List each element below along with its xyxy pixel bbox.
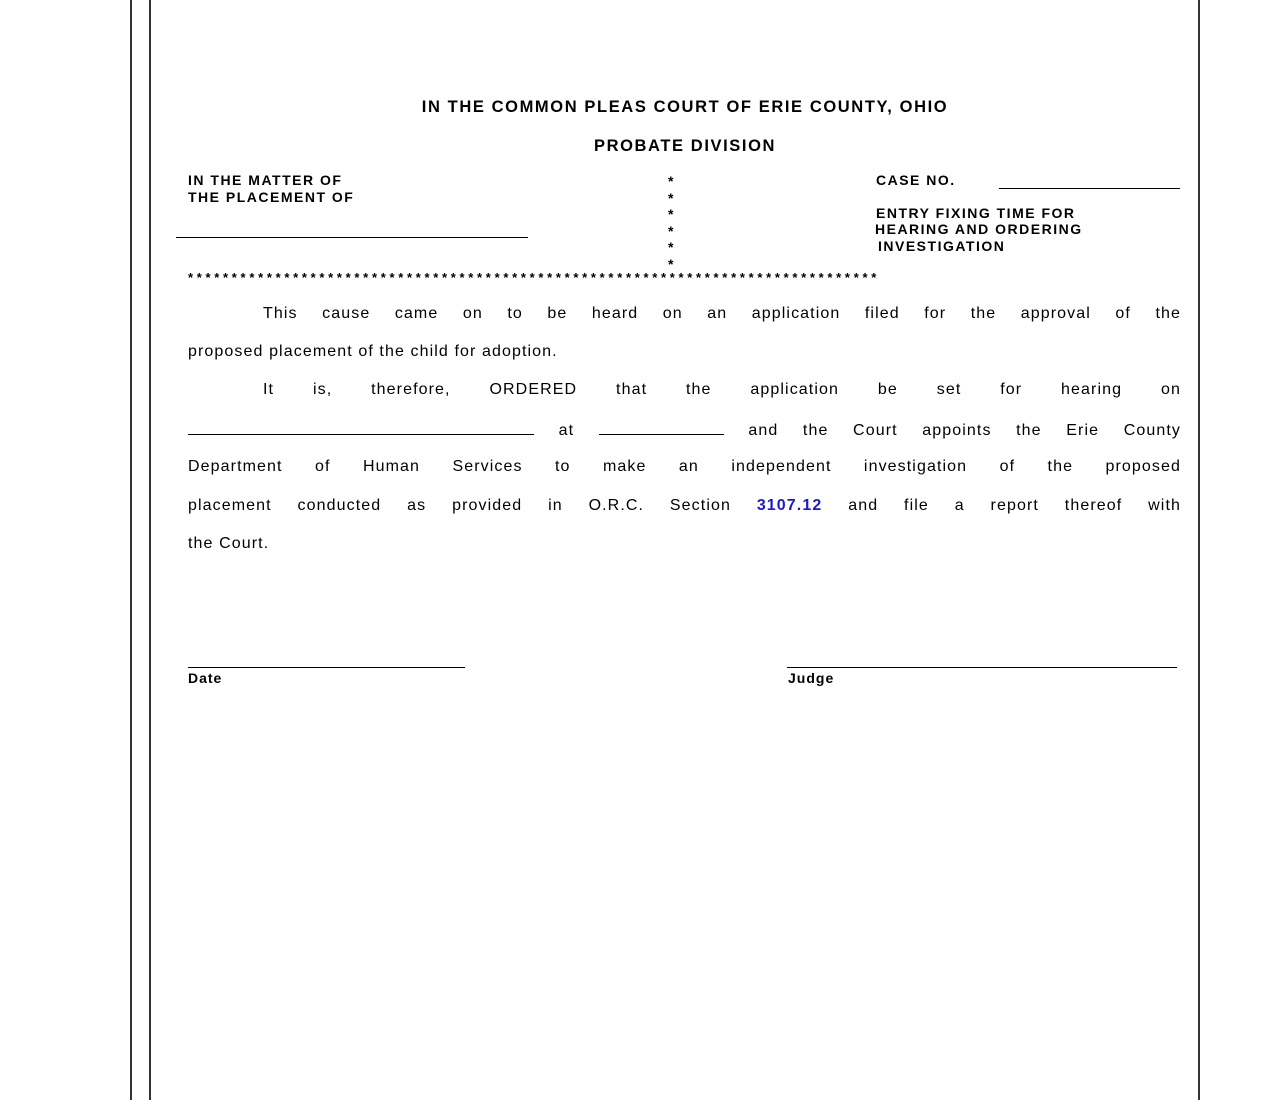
- child-name-field[interactable]: [176, 237, 528, 238]
- matter-label-2: THE PLACEMENT OF: [188, 189, 355, 205]
- hearing-date-field[interactable]: [188, 420, 534, 435]
- page-border-left-outer: [130, 0, 132, 1100]
- body-line-4-rest: and the Court appoints the Erie County: [748, 422, 1182, 439]
- page-border-right: [1198, 0, 1200, 1100]
- body-line-7: the Court.: [188, 535, 270, 552]
- body-line-2: proposed placement of the child for adoption.: [188, 343, 558, 360]
- body-line-4: [188, 420, 1181, 440]
- asterisk: *: [668, 190, 674, 206]
- body-line-6-b: and file a report thereof with: [848, 497, 1181, 514]
- division-heading: PROBATE DIVISION: [593, 137, 777, 155]
- asterisk: *: [668, 223, 674, 239]
- case-no-label: CASE NO.: [876, 172, 956, 188]
- page-border-left-inner: [149, 0, 151, 1100]
- body-line-6-a: placement conducted as provided in O.R.C. Section: [188, 497, 731, 514]
- at-text: at: [558, 422, 575, 439]
- date-label: Date: [188, 670, 223, 686]
- asterisk: *: [668, 173, 674, 189]
- body-line-5: Department of Human Services to make an independent investigation of the proposed: [188, 458, 1181, 475]
- body-line-1: This cause came on to be heard on an application filed for the approval of the: [263, 305, 1181, 322]
- entry-title-3: INVESTIGATION: [878, 238, 1006, 254]
- asterisk: *: [668, 256, 674, 272]
- judge-signature-field[interactable]: [787, 667, 1177, 668]
- asterisk: *: [668, 206, 674, 222]
- judge-label: Judge: [788, 670, 835, 686]
- case-no-field[interactable]: [999, 188, 1180, 189]
- body-line-6: [188, 497, 1181, 515]
- entry-title-1: ENTRY FIXING TIME FOR: [876, 205, 1076, 221]
- date-signature-field[interactable]: [188, 667, 465, 668]
- asterisk-separator: *******************************************************************************: [188, 270, 880, 285]
- matter-label-1: IN THE MATTER OF: [188, 172, 343, 188]
- asterisk: *: [668, 239, 674, 255]
- orc-section-link[interactable]: 3107.12: [756, 497, 823, 514]
- court-heading: IN THE COMMON PLEAS COURT OF ERIE COUNTY, OHIO: [421, 98, 949, 116]
- entry-title-2: HEARING AND ORDERING: [875, 221, 1083, 237]
- hearing-time-field[interactable]: [599, 420, 724, 435]
- body-line-3: It is, therefore, ORDERED that the application be set for hearing on: [263, 381, 1181, 398]
